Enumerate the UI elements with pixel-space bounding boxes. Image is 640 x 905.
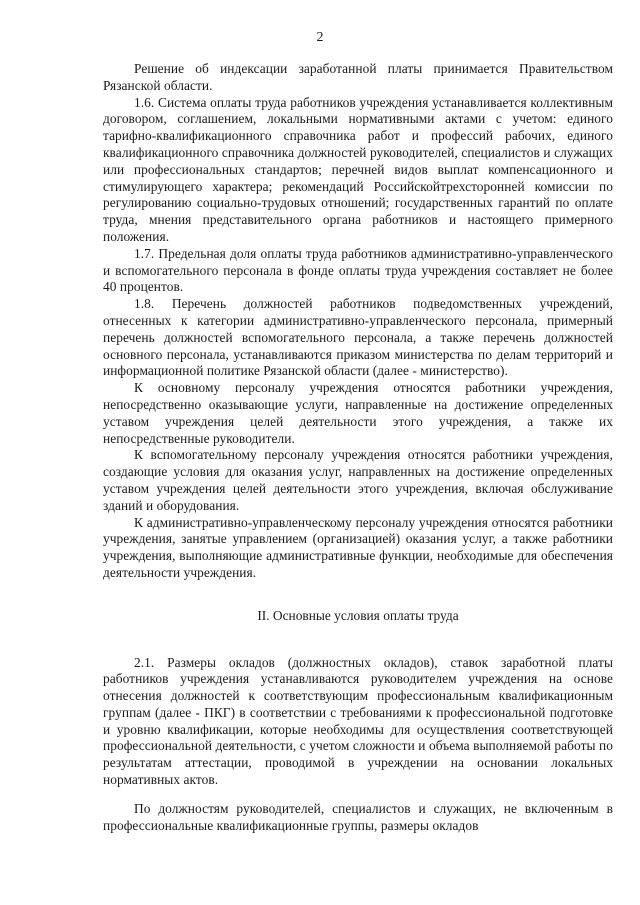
paragraph-1-7: 1.7. Предельная доля оплаты труда работников административно-управленческого и вспомогательного персонала в фонде оплаты труда учреждения составляет не более 40 процентов. [103,245,613,295]
paragraph-other-positions: По должностям руководителей, специалистов и служащих, не включенным в профессиональные квалификационные группы, размеры окладов [103,800,613,833]
paragraph-1-8: 1.8. Перечень должностей работников подведомственных учреждений, отнесенных к категории административно-управленческого персонала, примерный перечень должностей вспомогательного персонала, а также перечень должностей основного персонала, устанавливаются приказом министерства по делам территорий и информационной политике Рязанской области (далее - министерство). [103,296,613,379]
page-number: 2 [316,30,324,45]
paragraph-indexation: Решение об индексации заработанной платы принимается Правительством Рязанской области. [103,61,613,93]
paragraph-admin-staff: К административно-управленческому персоналу учреждения относятся работники учреждения, занятые управлением (организацией) оказания услуг, а также работники учреждения, выполняющие административные функции, необходимые для обеспечения деятельности учреждения. [103,514,613,580]
document-body [103,61,613,834]
paragraph-auxiliary-staff: К вспомогательному персоналу учреждения относятся работники учреждения, создающие условия для оказания услуг, направленных на достижение определенных уставом учреждения целей деятельности этого учреждения, включая обслуживание зданий и оборудования. [103,447,613,513]
paragraph-main-staff: К основному персоналу учреждения относятся работники учреждения, непосредственно оказывающие услуги, направленные на достижение определенных уставом учреждения целей деятельности этого учреждения, а также их непосредственные руководители. [103,380,613,446]
paragraph-1-6: 1.6. Система оплаты труда работников учреждения устанавливается коллективным договором, соглашением, локальными нормативными актами с учетом: единого тарифно-квалификационного справочника работ и профессий рабочих, единого квалификационного справочника должностей руководителей, специалистов и служащих или профессиональных стандартов; перечней видов выплат компенсационного и стимулирующего характера; рекомендаций Российскойтрехсторонней комиссии по регулированию социально-трудовых отношений; государственных гарантий по оплате труда, мнения представительного органа работников и настоящего примерного положения. [103,94,613,244]
paragraph-2-1: 2.1. Размеры окладов (должностных окладов), ставок заработной платы работников учреждения устанавливаются руководителем учреждения на основе отнесения должностей к соответствующим профессиональным квалификационным группам (далее - ПКГ) в соответствии с требованиями к профессиональной подготовке и уровню квалификации, которые необходимы для осуществления соответствующей профессиональной деятельности, с учетом сложности и объема выполняемой работы по результатам аттестации, проводимой в учреждении на основании локальных нормативных актов. [103,654,613,788]
section-heading: II. Основные условия оплаты труда [257,607,459,623]
